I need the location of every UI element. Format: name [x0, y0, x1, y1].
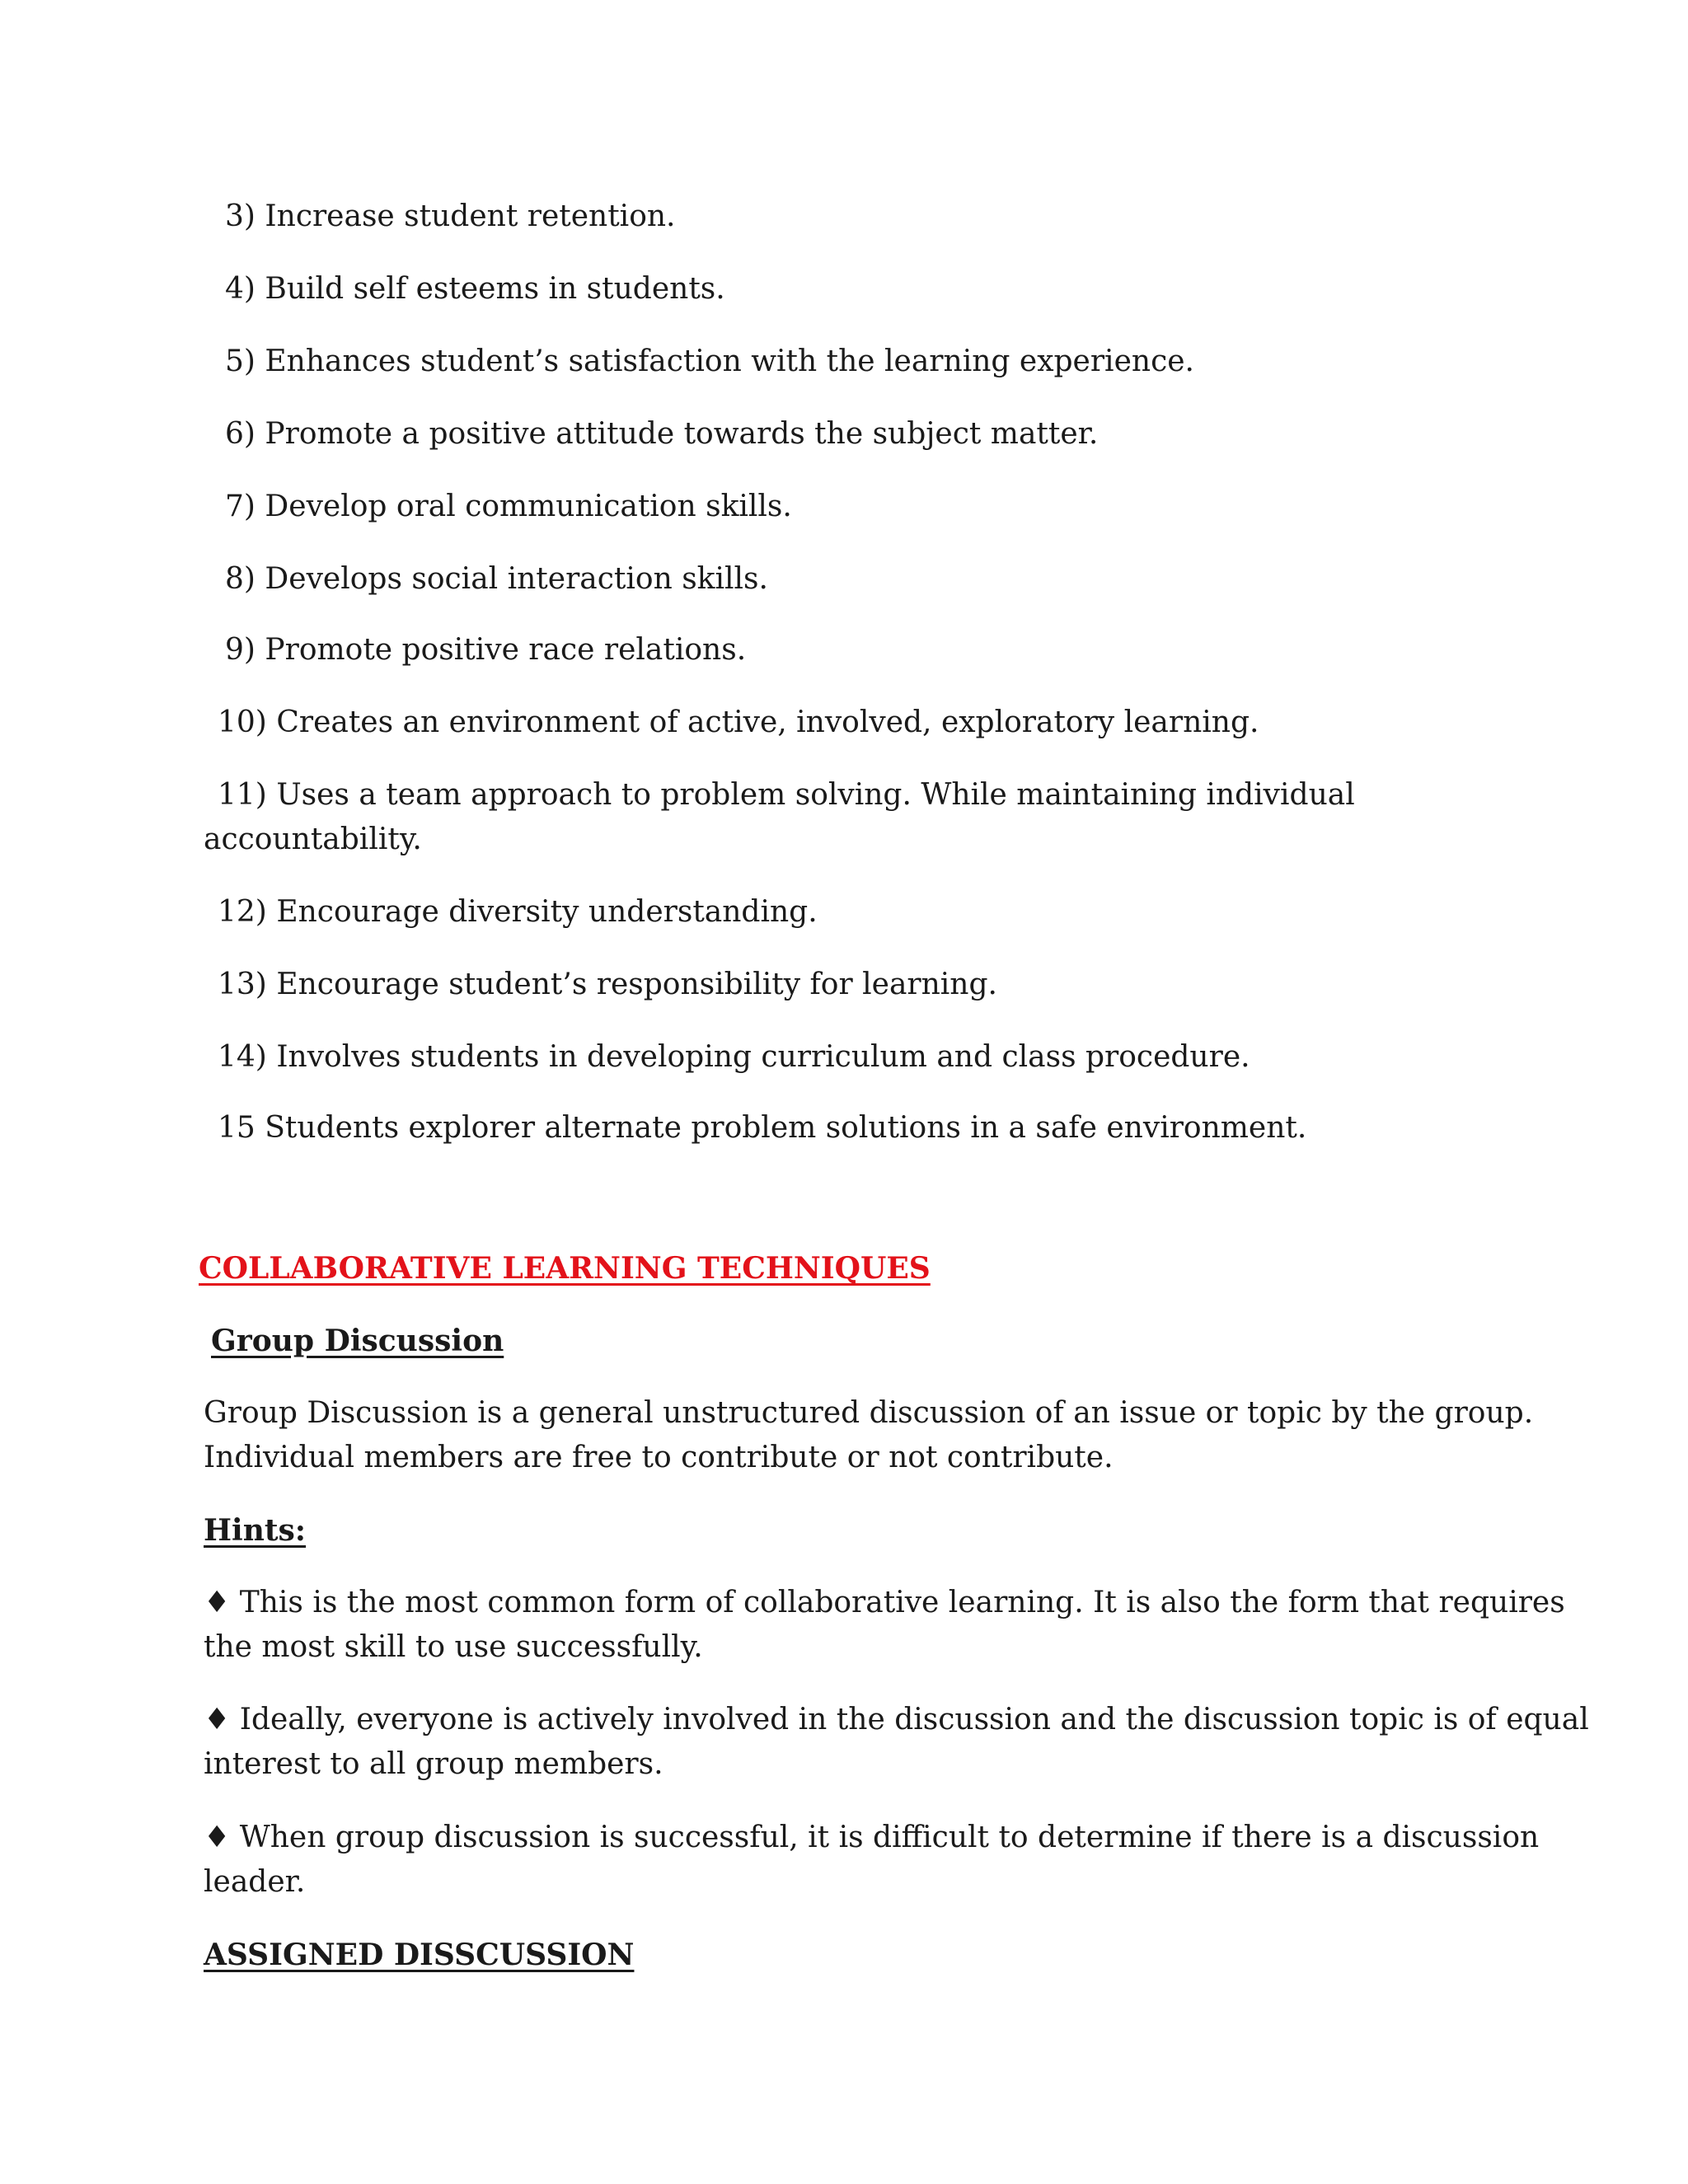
- list-text: Encourage diversity understanding.: [276, 895, 818, 929]
- list-text: Promote a positive attitude towards the subject matter.: [265, 417, 1099, 451]
- list-number: 13): [218, 968, 267, 1001]
- hint-line: leader.: [204, 1865, 306, 1899]
- list-item: [225, 194, 676, 239]
- list-text: Promote positive race relations.: [265, 633, 747, 667]
- list-text: Involves students in developing curriculum and class procedure.: [276, 1040, 1250, 1074]
- list-item: [225, 485, 792, 529]
- hint-line: ♦ This is the most common form of collaborative learning. It is also the form that requires: [204, 1586, 1565, 1619]
- list-item: [225, 628, 746, 673]
- list-number: 7): [225, 490, 256, 523]
- list-text: Encourage student’s responsibility for learning.: [276, 968, 997, 1001]
- list-text: Students explorer alternate problem solutions in a safe environment.: [265, 1111, 1307, 1145]
- assigned-discussion-heading: ASSIGNED DISSCUSSION: [204, 1938, 635, 1972]
- list-number: 15: [218, 1111, 256, 1145]
- list-number: 3): [225, 199, 256, 233]
- list-item: [225, 557, 768, 602]
- list-number: 6): [225, 417, 256, 451]
- hint-line: ♦ Ideally, everyone is actively involved in the discussion and the discussion topic is of equal: [204, 1703, 1589, 1736]
- list-number: 8): [225, 562, 256, 596]
- paragraph-line: Individual members are free to contribute or not contribute.: [204, 1441, 1114, 1474]
- list-item: [218, 773, 1355, 818]
- list-text: Build self esteems in students.: [265, 272, 725, 306]
- list-number: 4): [225, 272, 256, 306]
- section-heading: COLLABORATIVE LEARNING TECHNIQUES: [199, 1251, 931, 1286]
- paragraph-line: Group Discussion is a general unstructured discussion of an issue or topic by the group.: [204, 1396, 1534, 1430]
- list-item: [218, 1035, 1250, 1080]
- hints-heading: Hints:: [204, 1513, 307, 1548]
- list-text: Uses a team approach to problem solving. While maintaining individual: [276, 778, 1355, 812]
- list-item: [218, 963, 997, 1007]
- list-number: 11): [218, 778, 267, 812]
- list-number: 5): [225, 344, 256, 378]
- list-number: 9): [225, 633, 256, 667]
- list-item: [225, 340, 1194, 384]
- list-text: Develops social interaction skills.: [265, 562, 768, 596]
- hint-line: the most skill to use successfully.: [204, 1630, 703, 1664]
- list-item: [218, 701, 1259, 745]
- list-item-continuation: accountability.: [204, 823, 422, 856]
- hint-line: interest to all group members.: [204, 1747, 663, 1781]
- list-number: 12): [218, 895, 267, 929]
- list-item: [218, 1106, 1306, 1151]
- list-text: Develop oral communication skills.: [265, 490, 792, 523]
- list-item: [218, 890, 818, 935]
- list-item: [225, 267, 725, 312]
- list-number: 14): [218, 1040, 267, 1074]
- list-number: 10): [218, 705, 267, 739]
- list-text: Increase student retention.: [265, 199, 676, 233]
- list-text: Creates an environment of active, involved, exploratory learning.: [276, 705, 1259, 739]
- list-text: Enhances student’s satisfaction with the learning experience.: [265, 344, 1194, 378]
- subsection-heading: Group Discussion: [211, 1324, 504, 1358]
- hint-line: ♦ When group discussion is successful, it is difficult to determine if there is a discussion: [204, 1821, 1540, 1854]
- list-item: [225, 412, 1098, 457]
